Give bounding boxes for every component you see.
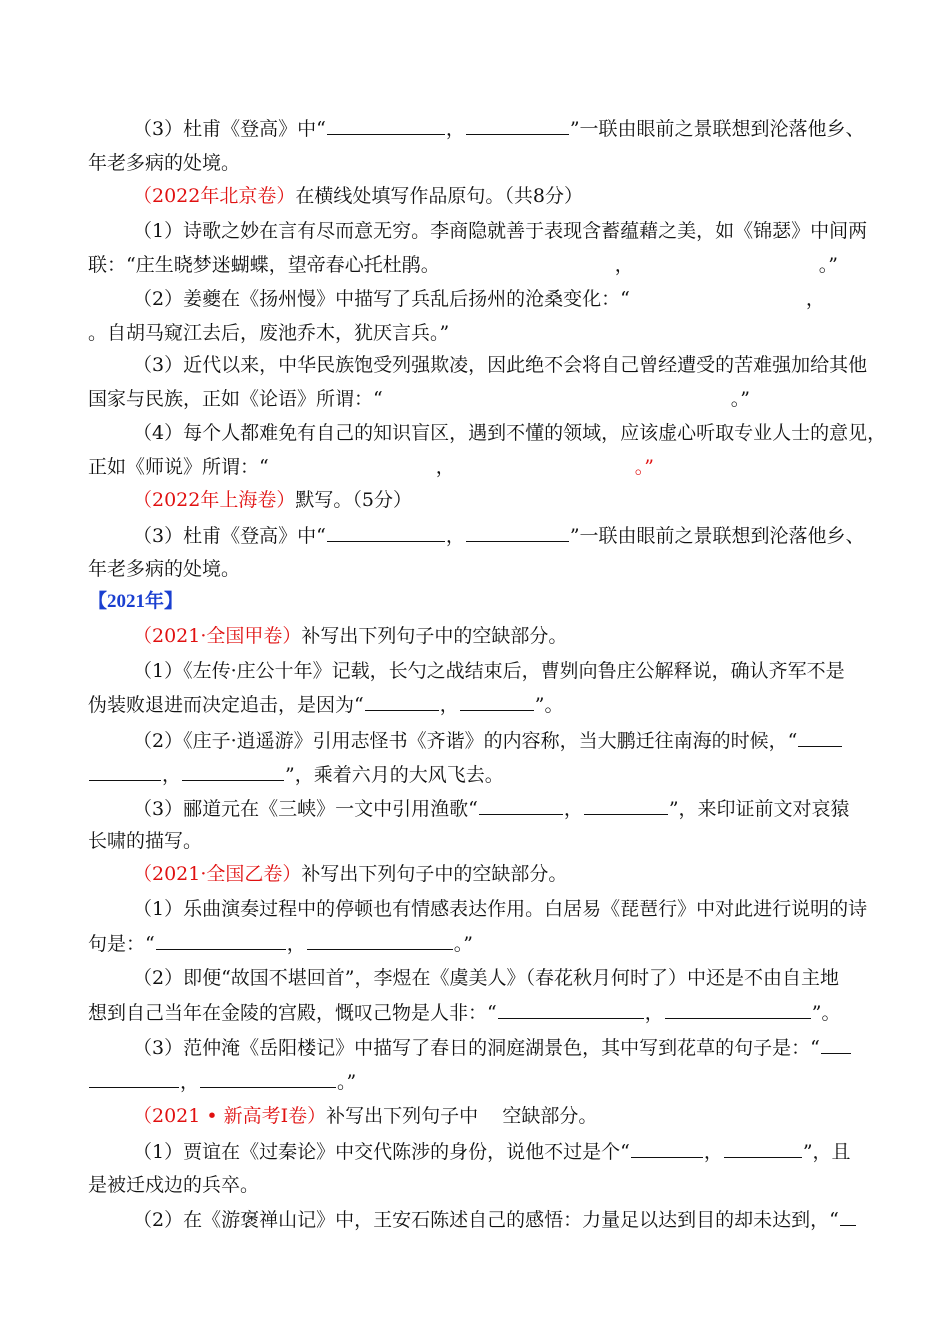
text-line: （1）乐曲演奏过程中的停顿也有情感表达作用。白居易《琵琶行》中对此进行说明的诗: [133, 898, 868, 920]
exam-source: （2022年上海卷）: [133, 489, 296, 511]
text-line: （1）诗歌之妙在言有尽而意无穷。李商隐就善于表现含蓄蕴藉之美，如《锦瑟》中间两: [133, 220, 868, 242]
text-line: 年老多病的处境。: [88, 152, 241, 174]
source-line: （2022年上海卷）默写。（5分）: [133, 489, 412, 511]
question-line: 国家与民族，正如《论语》所谓：“ 。”: [88, 388, 750, 410]
question-line: （3）郦道元在《三峡》一文中引用渔歌“ ， ”，来印证前文对哀猿: [133, 795, 850, 822]
exam-source: （2021 • 新高考Ⅰ卷）: [133, 1105, 327, 1127]
source-line: （2021·全国甲卷）补写出下列句子中的空缺部分。: [133, 625, 568, 647]
source-line: （2021 • 新高考Ⅰ卷）补写出下列句子中 空缺部分。: [133, 1105, 598, 1127]
blank-underline[interactable]: [798, 727, 842, 747]
text-line: 是被迁戍边的兵卒。: [88, 1174, 260, 1196]
blank-underline[interactable]: [460, 691, 534, 711]
blank-underline[interactable]: [498, 999, 644, 1019]
blank-underline[interactable]: [182, 761, 284, 781]
blank-underline[interactable]: [307, 930, 453, 950]
blank-underline[interactable]: [327, 522, 445, 542]
question-line: 句是：“ ， 。”: [88, 930, 473, 957]
question-line: 联：“庄生晓梦迷蝴蝶，望帝春心托杜鹃。 ， 。”: [88, 254, 838, 276]
source-line: （2021·全国乙卷）补写出下列句子中的空缺部分。: [133, 863, 568, 885]
text-line: （2）即便“故国不堪回首”，李煜在《虞美人》（春花秋月何时了）中还是不由自主地: [133, 967, 840, 989]
section-heading-2021: 【2021年】: [88, 591, 184, 612]
blank-underline[interactable]: [665, 999, 811, 1019]
question-line: 正如《师说》所谓：“ ， 。”: [88, 456, 654, 478]
text-line: （3）近代以来，中华民族饱受列强欺凌，因此绝不会将自己曾经遭受的苦难强加给其他: [133, 354, 868, 376]
question-line: （3）范仲淹《岳阳楼记》中描写了春日的洞庭湖景色，其中写到花草的句子是：“: [133, 1034, 852, 1061]
text-line: （1）《左传·庄公十年》记载，长勺之战结束后，曹刿向鲁庄公解释说，确认齐军不是: [133, 660, 845, 682]
blank-underline[interactable]: [724, 1138, 802, 1158]
question-line: （2）姜夔在《扬州慢》中描写了兵乱后扬州的沧桑变化：“ ，: [133, 288, 825, 310]
blank-underline[interactable]: [89, 761, 161, 781]
blank-underline[interactable]: [327, 115, 445, 135]
question-line: （3）杜甫《登高》中“ ， ”一联由眼前之景联想到沦落他乡、: [133, 115, 865, 142]
question-line: ， 。”: [88, 1068, 356, 1095]
question-line: （3）杜甫《登高》中“ ， ”一联由眼前之景联想到沦落他乡、: [133, 522, 865, 549]
exam-source: （2021·全国乙卷）: [133, 863, 302, 885]
blank-underline[interactable]: [821, 1034, 851, 1054]
blank-underline[interactable]: [89, 1068, 179, 1088]
blank-underline[interactable]: [631, 1138, 703, 1158]
question-line: （1）贾谊在《过秦论》中交代陈涉的身份，说他不过是个“ ， ”，且: [133, 1138, 851, 1165]
exam-source: （2021·全国甲卷）: [133, 625, 302, 647]
blank-underline[interactable]: [200, 1068, 336, 1088]
question-line: 想到自己当年在金陵的宫殿，慨叹己物是人非：“ ， ”。: [88, 999, 840, 1026]
question-line: ， ”，乘着六月的大风飞去。: [88, 761, 504, 788]
question-line: （2）在《游褒禅山记》中，王安石陈述自己的感悟：力量足以达到目的却未达到，“: [133, 1206, 857, 1233]
blank-underline[interactable]: [156, 930, 286, 950]
blank-underline[interactable]: [840, 1206, 856, 1226]
blank-underline[interactable]: [479, 795, 563, 815]
text-line: 。自胡马窥江去后，废池乔木，犹厌言兵。”: [88, 322, 450, 344]
blank-underline[interactable]: [466, 522, 569, 542]
question-line: 伪装败退进而决定追击，是因为“ ， ”。: [88, 691, 563, 718]
question-line: （2）《庄子·逍遥游》引用志怪书《齐谐》的内容称，当大鹏迁往南海的时候，“: [133, 727, 843, 754]
source-line: （2022年北京卷）在横线处填写作品原句。（共8分）: [133, 185, 583, 207]
blank-underline[interactable]: [365, 691, 439, 711]
text-line: 年老多病的处境。: [88, 558, 241, 580]
text-line: （4）每个人都难免有自己的知识盲区，遇到不懂的领域，应该虚心听取专业人士的意见，: [133, 422, 887, 444]
exam-source: （2022年北京卷）: [133, 185, 296, 207]
text-line: 长啸的描写。: [88, 830, 203, 852]
blank-underline[interactable]: [466, 115, 569, 135]
blank-underline[interactable]: [584, 795, 668, 815]
